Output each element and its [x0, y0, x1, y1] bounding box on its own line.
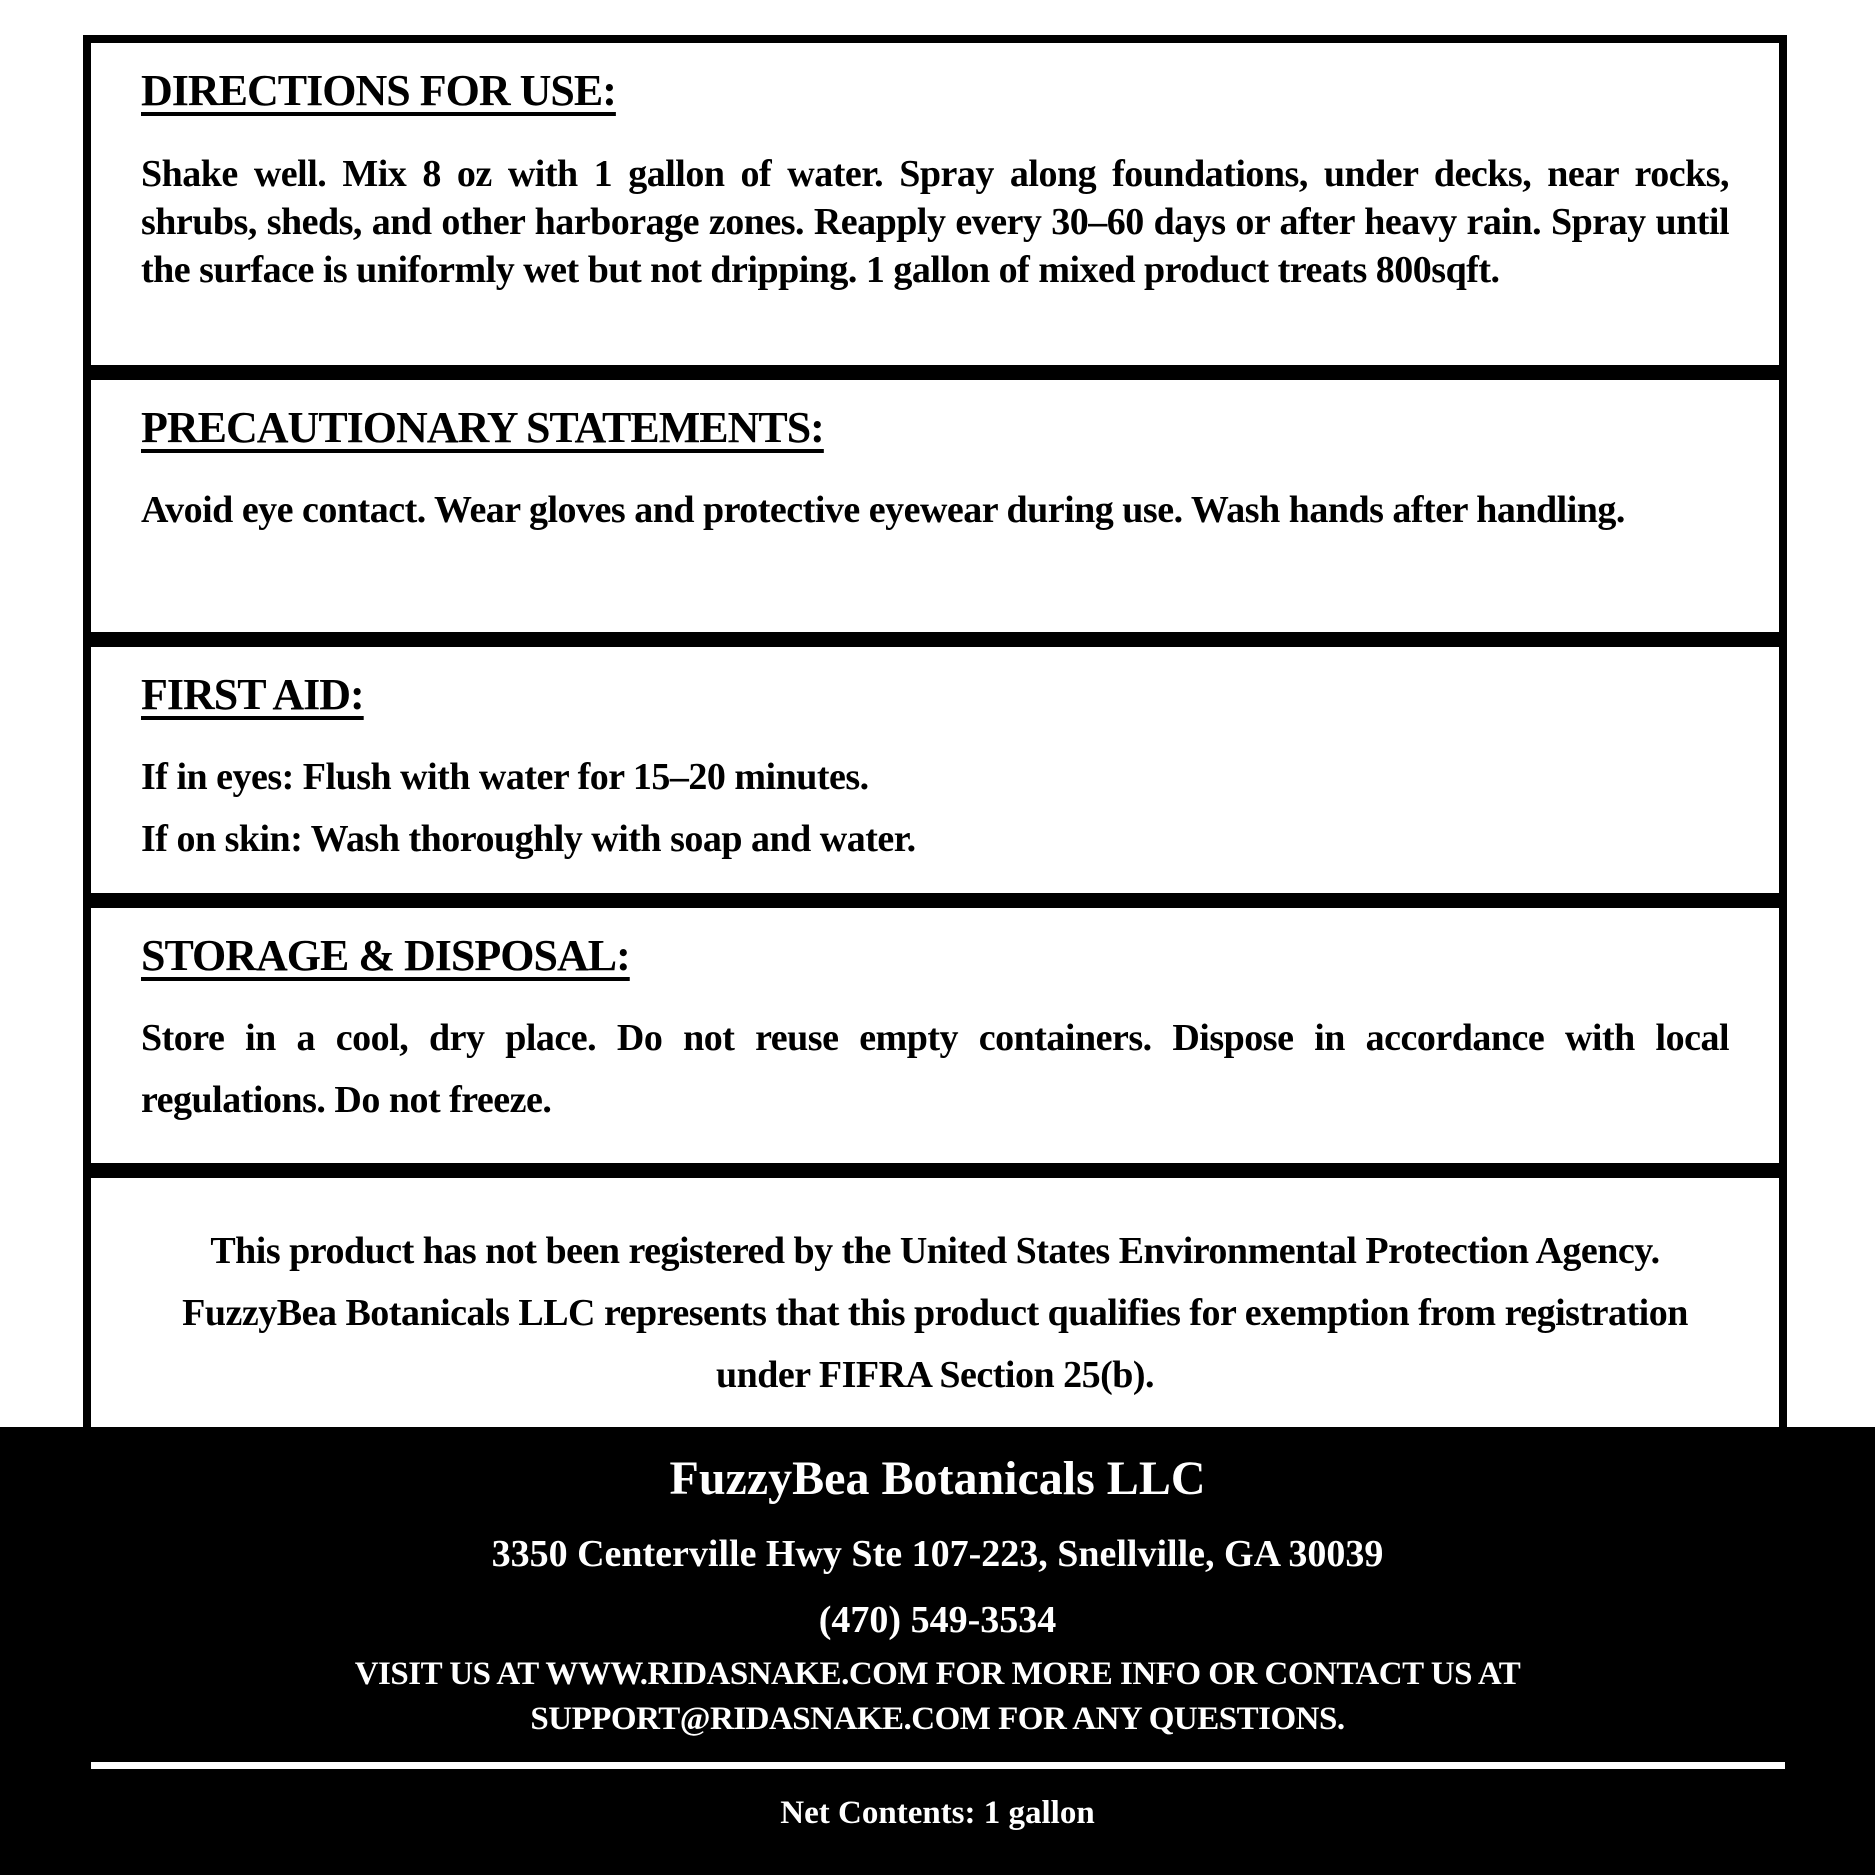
section-precautionary	[91, 380, 1779, 632]
directions-heading: DIRECTIONS FOR USE:	[141, 66, 616, 115]
directions-text: Shake well. Mix 8 oz with 1 gallon of water. Spray along foundations, under decks, near rocks, shrubs, sheds, and other harborage zones. Reapply every 30–60 days or after heavy rain. Spray until the surface is uniformly wet but not dripping. 1 gallon of mixed product treats 800sqft.	[141, 153, 1729, 291]
precautionary-text: Avoid eye contact. Wear gloves and protective eyewear during use. Wash hands after handling.	[141, 489, 1625, 531]
precautionary-heading: PRECAUTIONARY STATEMENTS:	[141, 403, 824, 452]
contact-line-website: VISIT US AT WWW.RIDASNAKE.COM FOR MORE INFO OR CONTACT US AT	[354, 1656, 1521, 1692]
company-address: 3350 Centerville Hwy Ste 107-223, Snellville, GA 30039	[491, 1533, 1384, 1575]
net-contents: Net Contents: 1 gallon	[780, 1795, 1095, 1831]
section-storage-disposal	[91, 908, 1779, 1163]
section-divider	[83, 893, 1787, 908]
section-divider	[83, 365, 1787, 380]
company-phone: (470) 549-3534	[818, 1599, 1057, 1641]
section-divider	[83, 1163, 1787, 1178]
storage-heading: STORAGE & DISPOSAL:	[141, 931, 630, 980]
storage-text: Store in a cool, dry place. Do not reuse empty containers. Dispose in accordance with local regulations. Do not freeze.	[141, 1017, 1729, 1121]
contact-line-email: SUPPORT@RIDASNAKE.COM FOR ANY QUESTIONS.	[530, 1701, 1345, 1737]
first-aid-text	[141, 746, 1729, 870]
first-aid-heading: FIRST AID:	[141, 670, 364, 719]
footer-company-block	[0, 1427, 1875, 1875]
section-directions	[91, 43, 1779, 365]
section-fifra-exemption	[91, 1178, 1779, 1427]
section-first-aid	[91, 647, 1779, 893]
company-name: FuzzyBea Botanicals LLC	[669, 1452, 1206, 1505]
footer-divider-line	[91, 1762, 1785, 1769]
first-aid-line-eyes: If in eyes: Flush with water for 15–20 minutes.	[141, 756, 869, 798]
section-divider	[83, 632, 1787, 647]
first-aid-line-skin: If on skin: Wash thoroughly with soap and water.	[141, 818, 916, 860]
fifra-exemption-text: This product has not been registered by the United States Environmental Protection Agency. FuzzyBea Botanicals LLC represents that this product qualifies for exemption from registration under FIFRA Section 25(b).	[182, 1230, 1688, 1396]
label-sections-box	[83, 35, 1787, 1427]
